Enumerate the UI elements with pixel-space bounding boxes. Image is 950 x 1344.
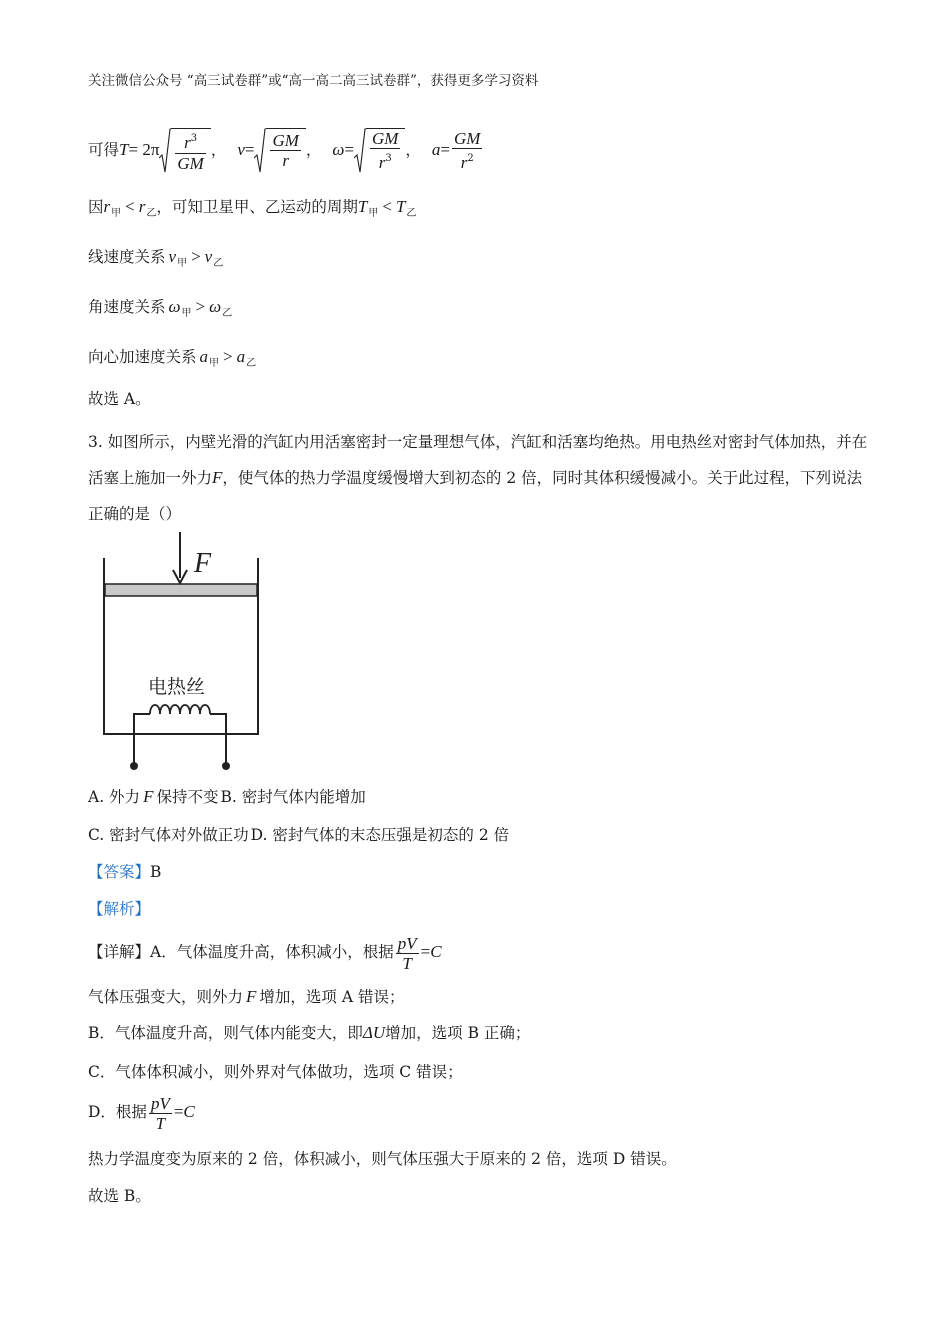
cylinder-figure — [96, 530, 276, 774]
centripetal-acceleration-relation: 向心加速度关系 $a_甲 > a_乙$ — [88, 347, 257, 369]
page-header-notice: 关注微信公众号 “高三试卷群”或“高一高二高三试卷群”，获得更多学习资料 — [88, 73, 539, 89]
answer-line — [88, 861, 161, 883]
piston — [105, 584, 257, 596]
heater-lead-left — [134, 714, 150, 764]
answer-value: B — [150, 863, 162, 881]
analysis-tag: 【解析】 — [88, 900, 151, 918]
formula-prefix: 可得 — [88, 141, 120, 159]
detail-c: C．气体体积减小，则外界对气体做功，选项 C 错误； — [88, 1063, 463, 1081]
option-b: B. 密封气体内能增加 — [220, 788, 366, 806]
sqrt-omega: $\frac{GM}{r^3}$ — [354, 128, 405, 174]
sqrt-velocity: $\frac{GM}{r}$ — [254, 128, 305, 174]
prev-conclusion: 故选 A。 — [88, 390, 151, 408]
detail-a: 【详解】A．气体温度升高，体积减小，根据 $\frac{pV}{T}$ =C — [88, 933, 442, 973]
radius-comparison: 因$r_甲 < r_乙$，可知卫星甲、乙运动的周期$T_甲 < T_乙$ — [88, 197, 417, 219]
options-row-1 — [88, 786, 366, 808]
question-number: 3. — [88, 433, 103, 451]
orbit-formulas: 可得T= 2π $\frac{r^3}{GM}$ ， v= $\frac{GM}{r}$ ， ω= $\frac{GM}{r^3}$ ， a= $\frac{GM}{r^2}$ — [88, 129, 481, 173]
option-a: A. 外力 F 保持不变 — [88, 787, 219, 806]
option-d: D. 密封气体的末态压强是初态的 2 倍 — [250, 826, 510, 844]
detail-a-line-2: 气体压强变大，则外力 F 增加，选项 A 错误； — [88, 987, 405, 1006]
linear-velocity-relation: 线速度关系 $v_甲 > v_乙$ — [88, 247, 224, 269]
heater-lead-right — [210, 714, 226, 764]
sqrt-period — [159, 128, 210, 174]
detail-d: D．根据 $\frac{pV}{T}$ =C — [88, 1093, 195, 1133]
detail-d-line-2: 热力学温度变为原来的 2 倍，体积减小，则气体压强大于原来的 2 倍，选项 D 错误。 — [88, 1150, 677, 1168]
cylinder-diagram — [96, 530, 276, 774]
frac-period: $\frac{r^3}{GM}$ — [175, 129, 205, 173]
answer-tag: 【答案】 — [88, 863, 151, 881]
options-row-2 — [88, 824, 509, 846]
angular-velocity-relation: 角速度关系 $\omega_甲 > \omega_乙$ — [88, 297, 233, 319]
force-label: F — [194, 548, 212, 579]
detail-b: B．气体温度升高，则气体内能变大，即ΔU增加，选项 B 正确； — [88, 1023, 531, 1042]
question-stem: 3. 如图所示，内壁光滑的汽缸内用活塞密封一定量理想气体，汽缸和活塞均绝热。用电热丝对密封气体加热，并在活塞上施加一外力F，使气体的热力学温度缓慢增大到初态的 2 倍，同时其体积缓慢减小。关于此过程，下列说法正确的是（） — [88, 433, 868, 523]
terminal-right — [222, 762, 230, 770]
heater-label: 电热丝 — [148, 676, 206, 698]
heater-coil — [150, 705, 210, 714]
terminal-left — [130, 762, 138, 770]
option-c: C. 密封气体对外做正功 — [88, 826, 249, 844]
answer-conclusion: 故选 B。 — [88, 1187, 151, 1205]
